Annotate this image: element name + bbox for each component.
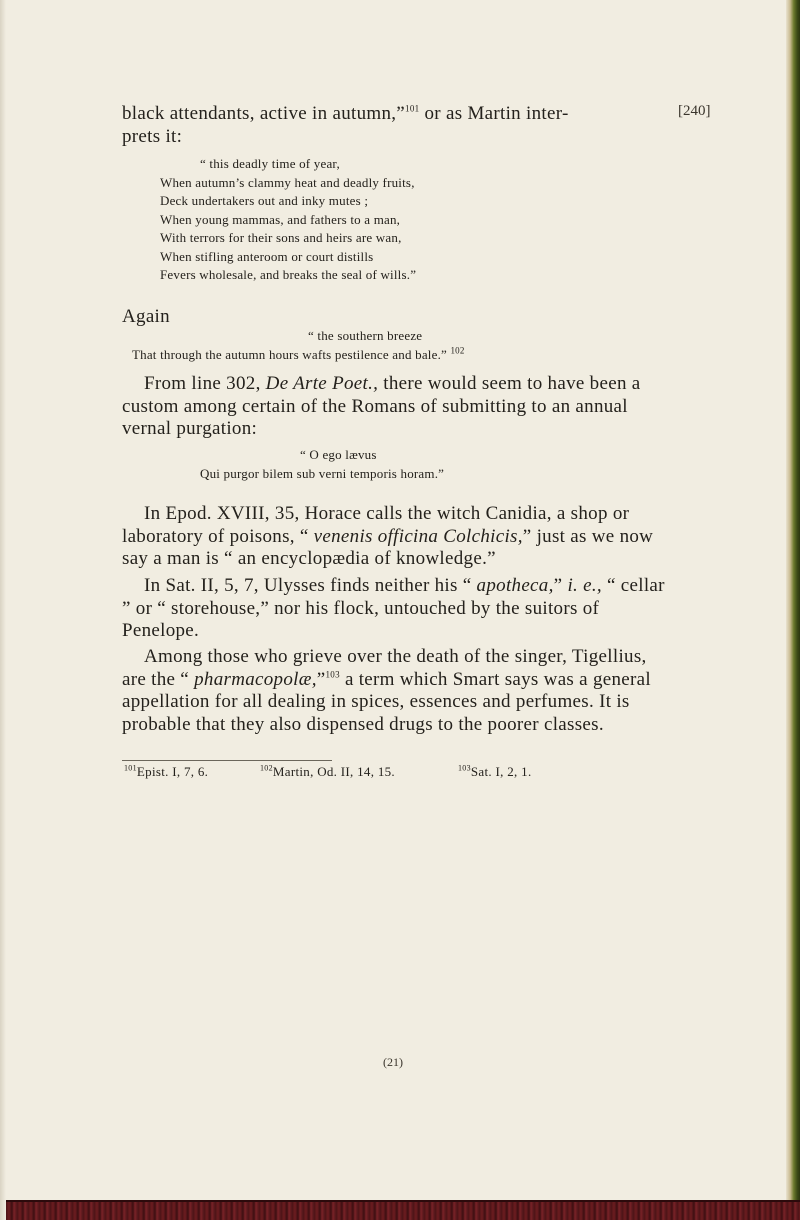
footnote-number: 102 <box>260 763 273 773</box>
paragraph-3-text-end: ” just as we now say a man is “ an encyclopædia of knowledge.” <box>122 525 654 569</box>
verse-line: “ O ego lævus <box>300 447 377 462</box>
verse-line: “ the southern breeze <box>308 328 423 343</box>
latin-phrase: venenis officina Colchicis, <box>313 525 523 547</box>
verse-line: When stifling anteroom or court distills <box>160 248 374 264</box>
latin-word: pharmacopolæ, <box>194 668 317 690</box>
paragraph-3 <box>122 503 670 571</box>
work-title: De Arte Poet., <box>265 373 379 394</box>
paragraph-5-text-end: a term which Smart says was a general appellation for all dealing in spices, essences and perfumes. It is probable that they also dispensed drugs to the poorer classes. <box>122 668 651 735</box>
margin-page-reference: [240] <box>678 103 711 119</box>
abbreviation: i. e., <box>567 575 602 596</box>
paragraph-2-text: From line 302, <box>144 373 266 394</box>
page-edge-right <box>786 0 800 1220</box>
verse-line: When autumn’s clammy heat and deadly fruits, <box>160 174 415 190</box>
paragraph-4 <box>122 575 670 643</box>
latin-word: apotheca, <box>476 575 554 596</box>
paragraph-1-line-1-tail: or as Martin inter- <box>419 103 569 124</box>
paragraph-5-text: Among those who grieve over the death of the singer, Tigellius, are the “ <box>122 646 647 690</box>
paragraph-2-text-end: there would seem to have been a custom among certain of the Romans of submitting to an annual vernal purgation: <box>122 373 641 439</box>
footnote-103 <box>458 764 532 780</box>
footnote-ref-101: 101 <box>405 103 420 114</box>
paragraph-4-text-mid: ” <box>553 575 568 596</box>
paragraph-1 <box>122 103 670 148</box>
verse-quote-2 <box>132 327 646 364</box>
verse-quote-1 <box>160 155 630 285</box>
footnote-number: 103 <box>458 763 471 773</box>
footnote-text: Martin, Od. II, 14, 15. <box>272 764 395 779</box>
footnote-text: Sat. I, 2, 1. <box>470 764 532 779</box>
verse-quote-3 <box>200 446 670 483</box>
paragraph-4-text: In Sat. II, 5, 7, Ulysses finds neither his “ <box>144 575 477 596</box>
closing-quote: ” <box>316 668 326 690</box>
paragraph-1-line-2: prets it: <box>122 125 183 147</box>
verse-line: When young mammas, and fathers to a man, <box>160 211 401 227</box>
verse-line: Qui purgor bilem sub verni temporis horam.” <box>200 465 445 481</box>
page-number: (21) <box>383 1055 403 1069</box>
footnote-number: 101 <box>124 763 137 773</box>
paragraph-2 <box>122 373 670 441</box>
footnote-divider <box>122 760 332 761</box>
footnote-101 <box>124 764 260 780</box>
footnote-102 <box>260 764 458 780</box>
verse-line: With terrors for their sons and heirs are wan, <box>160 230 402 245</box>
paragraph-4-text-end: “ cellar ” or “ storehouse,” nor his flock, untouched by the suitors of Penelope. <box>122 575 665 641</box>
footnote-ref-103: 103 <box>325 669 340 680</box>
verse-line: “ this deadly time of year, <box>200 156 340 171</box>
paragraph-1-line-1: black attendants, active in autumn,” <box>122 103 406 124</box>
paragraph-3-text: In Epod. XVIII, 35, Horace calls the witch Canidia, a shop or laboratory of poisons, “ <box>122 503 630 547</box>
footnote-text: Epist. I, 7, 6. <box>136 764 209 779</box>
again-label: Again <box>122 306 170 327</box>
footnotes <box>124 764 664 780</box>
footnote-ref-102: 102 <box>450 345 465 356</box>
verse-line: Deck undertakers out and inky mutes ; <box>160 193 369 208</box>
book-edge-band <box>6 1200 800 1220</box>
paragraph-5 <box>122 646 670 736</box>
page-edge-left <box>0 0 6 1220</box>
verse-line: That through the autumn hours wafts pestilence and bale.” <box>132 346 448 362</box>
verse-line: Fevers wholesale, and breaks the seal of wills.” <box>160 267 417 282</box>
